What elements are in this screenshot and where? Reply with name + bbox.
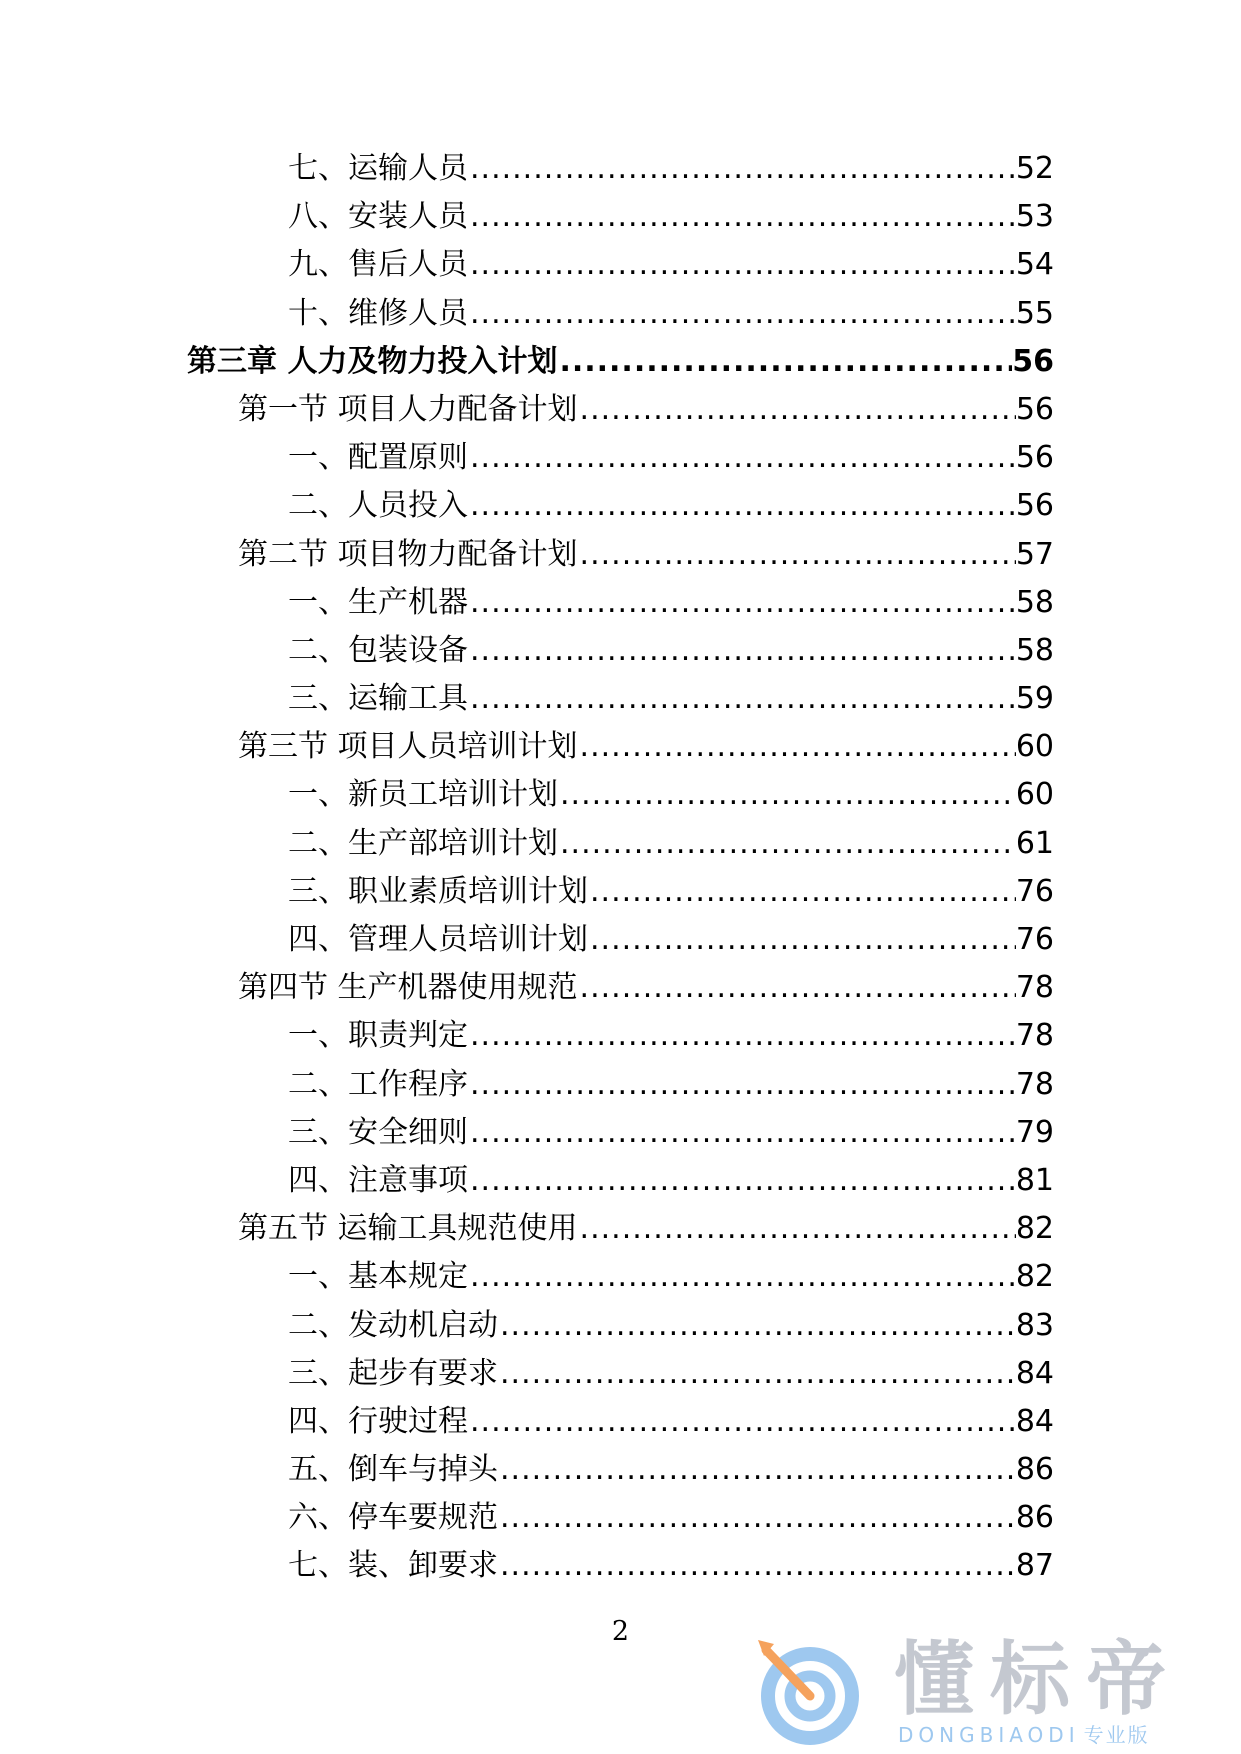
- toc-subsection-entry[interactable]: [0, 1163, 1241, 1211]
- toc-entry-page: 86: [1015, 1500, 1054, 1536]
- toc-subsection-entry[interactable]: [0, 1115, 1241, 1163]
- toc-entry-page: 56: [1015, 440, 1054, 476]
- toc-subsection-entry[interactable]: [0, 488, 1241, 536]
- toc-dot-leader: [557, 344, 1012, 380]
- toc-entry-page: 78: [1015, 1018, 1054, 1054]
- toc-subsection-entry[interactable]: [0, 1018, 1241, 1066]
- toc-entry-page: 83: [1015, 1307, 1054, 1343]
- toc-entry-title: 二、人员投入: [288, 488, 468, 524]
- toc-entry-title: 第三节 项目人员培训计划: [238, 729, 578, 765]
- toc-subsection-entry[interactable]: [0, 247, 1241, 295]
- toc-entry-page: 58: [1015, 584, 1054, 620]
- toc-subsection-entry[interactable]: [0, 826, 1241, 874]
- toc-dot-leader: [468, 1018, 1016, 1054]
- toc-entry-page: 60: [1015, 729, 1054, 765]
- toc-entry-page: 78: [1015, 1066, 1054, 1102]
- toc-entry-page: 55: [1015, 295, 1054, 331]
- toc-section-entry[interactable]: [0, 970, 1241, 1018]
- target-logo-icon: [748, 1638, 868, 1748]
- toc-dot-leader: [468, 585, 1016, 621]
- toc-subsection-entry[interactable]: [0, 1067, 1241, 1115]
- toc-entry-title: 四、注意事项: [288, 1162, 468, 1198]
- toc-entry-title: 九、售后人员: [288, 247, 468, 283]
- toc-dot-leader: [468, 151, 1016, 187]
- toc-entry-page: 82: [1015, 1259, 1054, 1295]
- toc-subsection-entry[interactable]: [0, 1500, 1241, 1548]
- toc-entry-page: 54: [1015, 247, 1054, 283]
- watermark: [748, 1633, 1228, 1748]
- page-number: 2: [611, 1616, 630, 1647]
- toc-entry-title: 二、包装设备: [288, 632, 468, 668]
- toc-entry-page: 59: [1015, 681, 1054, 717]
- toc-dot-leader: [468, 1404, 1016, 1440]
- toc-subsection-entry[interactable]: [0, 681, 1241, 729]
- toc-entry-title: 七、运输人员: [288, 151, 468, 186]
- toc-entry-page: 79: [1015, 1114, 1054, 1150]
- toc-dot-leader: [468, 440, 1016, 476]
- toc-subsection-entry[interactable]: [0, 1548, 1241, 1596]
- toc-entry-page: 56: [1015, 488, 1054, 524]
- toc-entry-page: 78: [1015, 970, 1054, 1006]
- toc-entry-title: 第二节 项目物力配备计划: [238, 536, 578, 572]
- watermark-edition: 专业版: [1083, 1723, 1150, 1747]
- watermark-pinyin-text: DONGBIAODI: [898, 1723, 1080, 1747]
- toc-entry-page: 87: [1015, 1548, 1054, 1584]
- toc-entry-title: 五、倒车与掉头: [288, 1452, 498, 1488]
- toc-dot-leader: [468, 633, 1016, 669]
- toc-entry-title: 第一节 项目人力配备计划: [238, 391, 578, 427]
- toc-subsection-entry[interactable]: [0, 1308, 1241, 1356]
- toc-dot-leader: [578, 537, 1016, 573]
- toc-entry-page: 76: [1015, 922, 1054, 957]
- toc-section-entry[interactable]: [0, 729, 1241, 777]
- toc-chapter-entry[interactable]: [0, 344, 1241, 392]
- toc-entry-page: 60: [1015, 777, 1054, 813]
- toc-entry-title: 三、运输工具: [288, 681, 468, 717]
- toc-dot-leader: [468, 296, 1016, 332]
- toc-dot-leader: [468, 1115, 1016, 1151]
- toc-entry-title: 三、安全细则: [288, 1114, 468, 1150]
- toc-entry-title: 四、行驶过程: [288, 1403, 468, 1439]
- toc-section-entry[interactable]: [0, 1211, 1241, 1259]
- toc-dot-leader: [468, 681, 1016, 717]
- toc-entry-title: 三、起步有要求: [288, 1355, 498, 1391]
- toc-entry-page: 56: [1012, 343, 1054, 379]
- toc-dot-leader: [578, 970, 1016, 1006]
- toc-dot-leader: [578, 729, 1016, 765]
- toc-entry-title: 四、管理人员培训计划: [288, 922, 588, 957]
- toc-entry-title: 三、职业素质培训计划: [288, 873, 588, 909]
- toc-dot-leader: [468, 1067, 1016, 1103]
- toc-subsection-entry[interactable]: [0, 1259, 1241, 1307]
- toc-subsection-entry[interactable]: [0, 151, 1241, 199]
- toc-entry-title: 十、维修人员: [288, 295, 468, 331]
- toc-entry-title: 六、停车要规范: [288, 1500, 498, 1536]
- toc-dot-leader: [468, 1259, 1016, 1295]
- toc-section-entry[interactable]: [0, 392, 1241, 440]
- toc-dot-leader: [468, 488, 1016, 524]
- toc-entry-page: 84: [1015, 1403, 1054, 1439]
- toc-subsection-entry[interactable]: [0, 777, 1241, 825]
- toc-dot-leader: [558, 826, 1016, 862]
- toc-entry-page: 57: [1015, 536, 1054, 572]
- toc-entry-page: 84: [1015, 1355, 1054, 1391]
- toc-entry-title: 一、新员工培训计划: [288, 777, 558, 813]
- toc-entry-page: 56: [1015, 391, 1054, 427]
- toc-subsection-entry[interactable]: [0, 1452, 1241, 1500]
- watermark-pinyin: [898, 1724, 1150, 1746]
- toc-entry-title: 第四节 生产机器使用规范: [238, 970, 578, 1006]
- toc-entry-title: 二、发动机启动: [288, 1307, 498, 1343]
- table-of-contents: [0, 151, 1241, 1597]
- toc-subsection-entry[interactable]: [0, 922, 1241, 970]
- watermark-brand-name: 懂标帝: [894, 1633, 1182, 1726]
- toc-subsection-entry[interactable]: [0, 633, 1241, 681]
- toc-subsection-entry[interactable]: [0, 296, 1241, 344]
- toc-dot-leader: [558, 777, 1016, 813]
- toc-entry-page: 86: [1015, 1452, 1054, 1488]
- toc-entry-title: 八、安装人员: [288, 199, 468, 235]
- toc-entry-title: 二、工作程序: [288, 1066, 468, 1102]
- toc-entry-title: 一、生产机器: [288, 584, 468, 620]
- toc-entry-title: 第三章 人力及物力投入计划: [187, 343, 558, 379]
- toc-dot-leader: [588, 874, 1016, 910]
- toc-subsection-entry[interactable]: [0, 1404, 1241, 1452]
- toc-entry-page: 81: [1015, 1162, 1054, 1198]
- toc-entry-page: 52: [1015, 151, 1054, 186]
- toc-entry-title: 二、生产部培训计划: [288, 825, 558, 861]
- toc-dot-leader: [498, 1500, 1016, 1536]
- toc-entry-page: 53: [1015, 199, 1054, 235]
- toc-dot-leader: [468, 199, 1016, 235]
- toc-entry-page: 61: [1015, 825, 1054, 861]
- toc-entry-title: 一、配置原则: [288, 440, 468, 476]
- toc-dot-leader: [498, 1548, 1016, 1584]
- toc-entry-page: 82: [1015, 1211, 1054, 1247]
- toc-entry-page: 58: [1015, 632, 1054, 668]
- toc-entry-page: 76: [1015, 873, 1054, 909]
- toc-subsection-entry[interactable]: [0, 585, 1241, 633]
- toc-subsection-entry[interactable]: [0, 199, 1241, 247]
- toc-dot-leader: [498, 1356, 1016, 1392]
- toc-subsection-entry[interactable]: [0, 440, 1241, 488]
- toc-dot-leader: [578, 392, 1016, 428]
- toc-dot-leader: [578, 1211, 1016, 1247]
- toc-dot-leader: [498, 1308, 1016, 1344]
- toc-dot-leader: [588, 922, 1016, 958]
- toc-subsection-entry[interactable]: [0, 874, 1241, 922]
- toc-entry-title: 一、基本规定: [288, 1259, 468, 1295]
- toc-entry-title: 第五节 运输工具规范使用: [238, 1211, 578, 1247]
- toc-section-entry[interactable]: [0, 537, 1241, 585]
- toc-subsection-entry[interactable]: [0, 1356, 1241, 1404]
- toc-entry-title: 一、职责判定: [288, 1018, 468, 1054]
- toc-dot-leader: [468, 1163, 1016, 1199]
- toc-dot-leader: [498, 1452, 1016, 1488]
- toc-entry-title: 七、装、卸要求: [288, 1548, 498, 1584]
- toc-dot-leader: [468, 247, 1016, 283]
